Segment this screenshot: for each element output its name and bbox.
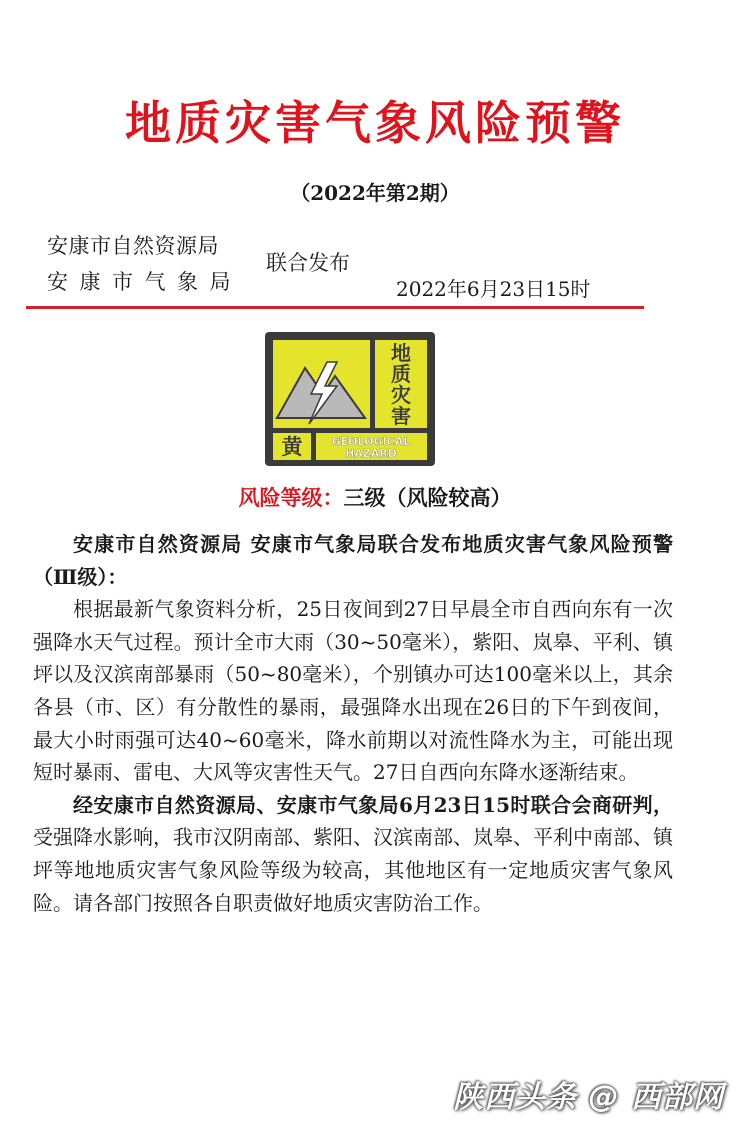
- warning-body: [33, 528, 673, 919]
- sign-badge-char: 黄: [281, 435, 303, 459]
- issuer-meteorology: 安康市气象局: [47, 270, 242, 294]
- issuer-natural-resources: 安康市自然资源局: [47, 234, 219, 258]
- sign-english-1: GEOLOGICAL: [331, 435, 411, 448]
- document-title: 地质灾害气象风险预警: [125, 96, 625, 150]
- assessment-lead: 经安康市自然资源局、安康市气象局6月23日15时联合会商研判，: [73, 792, 673, 817]
- issue-number: （2022年第2期）: [290, 181, 460, 205]
- source-watermark: 陕西头条 @ 西部网: [453, 1080, 724, 1115]
- sign-side-char-4: 害: [391, 404, 411, 428]
- risk-level-label: 风险等级：: [238, 485, 344, 510]
- assessment-text: 受强降水影响，我市汉阴南部、紫阳、汉滨南部、岚皋、平利中南部、镇坪等地地质灾害气象风险等级为较高，其他地区有一定地质灾害气象风险。请各部门按照各自职责做好地质灾害防治工作。: [33, 825, 673, 915]
- sign-english-2: HAZARD: [345, 447, 397, 460]
- sign-side-char-3: 灾: [391, 383, 411, 407]
- risk-level-line: [0, 487, 750, 508]
- forecast-paragraph: 根据最新气象资料分析，25日夜间到27日早晨全市自西向东有一次强降水天气过程。预计全市大雨（30~50毫米），紫阳、岚皋、平利、镇坪以及汉滨南部暴雨（50~80毫米），个别镇办可达100毫米以上，其余各县（市、区）有分散性的暴雨，最强降水出现在26日的下午到夜间，最大小时雨强可达40~60毫米，降水前期以对流性降水为主，可能出现短时暴雨、雷电、大风等灾害性天气。27日自西向东降水逐渐结束。: [33, 597, 673, 785]
- hazard-sign-graphic: [265, 332, 435, 466]
- sign-side-char-1: 地: [391, 341, 411, 365]
- release-date: 2022年6月23日15时: [396, 277, 591, 301]
- warning-heading: 安康市自然资源局 安康市气象局联合发布地质灾害气象风险预警（Ⅲ级）：: [33, 532, 673, 589]
- geological-hazard-yellow-sign: [265, 332, 435, 466]
- joint-release-label: 联合发布: [266, 251, 350, 275]
- assessment-paragraph: [33, 789, 673, 919]
- red-divider: [26, 306, 644, 309]
- sign-side-char-2: 质: [391, 362, 411, 386]
- risk-level-value: 三级（风险较高）: [343, 485, 512, 510]
